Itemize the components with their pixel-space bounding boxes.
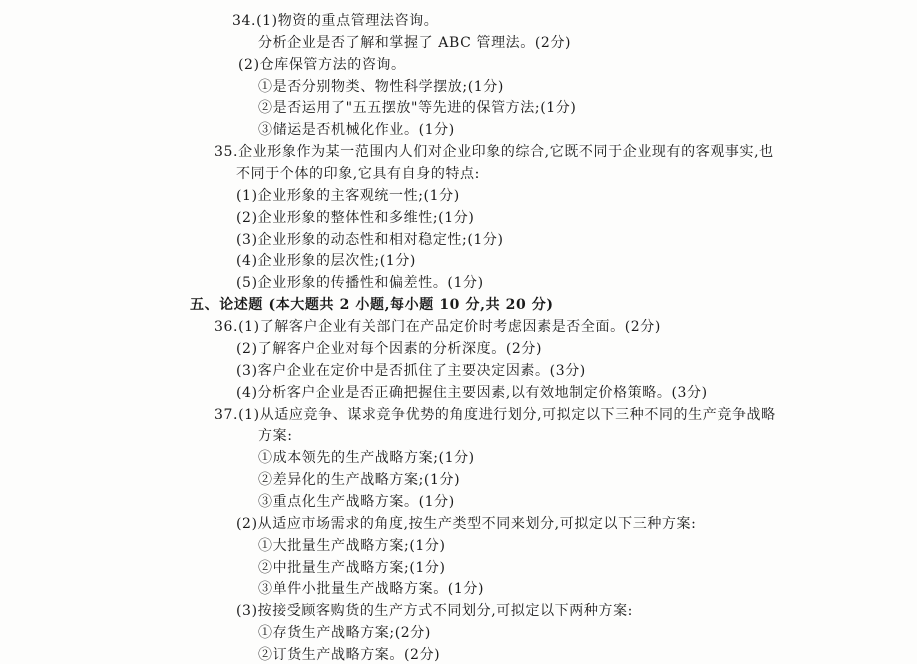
q35-item5: (5)企业形象的传播性和偏差性。(1分) (236, 275, 484, 291)
q35-item4: (4)企业形象的层次性;(1分) (236, 253, 416, 269)
q36-item2: (2)了解客户企业对每个因素的分析深度。(2分) (236, 341, 543, 357)
q35-intro-line1: 35.企业形象作为某一范围内人们对企业印象的综合,它既不同于企业现有的客观事实,也 (214, 144, 774, 160)
q34-part2-heading: (2)仓库保管方法的咨询。 (238, 57, 406, 73)
q35-intro-line2: 不同于个体的印象,它具有自身的特点: (236, 166, 480, 182)
q34-part2-item2: ②是否运用了"五五摆放"等先进的保管方法;(1分) (258, 100, 577, 116)
q35-item1: (1)企业形象的主客观统一性;(1分) (236, 188, 460, 204)
q36-item1: 36.(1)了解客户企业有关部门在产品定价时考虑因素是否全面。(2分) (214, 319, 661, 335)
q37-part2-item1: ①大批量生产战略方案;(1分) (258, 538, 446, 554)
q37-part3-item2: ②订货生产战略方案。(2分) (258, 647, 441, 663)
q34-part1-heading: 34.(1)物资的重点管理法咨询。 (232, 13, 439, 29)
q37-part3-item1: ①存货生产战略方案;(2分) (258, 625, 431, 641)
q35-item2: (2)企业形象的整体性和多维性;(1分) (236, 210, 475, 226)
q37-part1-line1: 37.(1)从适应竞争、谋求竞争优势的角度进行划分,可拟定以下三种不同的生产竞争战略 (214, 407, 776, 423)
section-five-heading: 五、论述题 (本大题共 2 小题,每小题 10 分,共 20 分) (190, 297, 554, 313)
q37-part1-item1: ①成本领先的生产战略方案;(1分) (258, 450, 475, 466)
q37-part2-item3: ③单件小批量生产战略方案。(1分) (258, 581, 485, 597)
q37-part3-heading: (3)按接受顾客购货的生产方式不同划分,可拟定以下两种方案: (236, 603, 633, 619)
q34-part2-item3: ③储运是否机械化作业。(1分) (258, 122, 455, 138)
q37-part1-line2: 方案: (258, 428, 293, 444)
q37-part1-item2: ②差异化的生产战略方案;(1分) (258, 472, 461, 488)
q37-part2-item2: ②中批量生产战略方案;(1分) (258, 560, 446, 576)
q37-part2-heading: (2)从适应市场需求的角度,按生产类型不同来划分,可拟定以下三种方案: (236, 516, 697, 532)
q36-item3: (3)客户企业在定价中是否抓住了主要决定因素。(3分) (236, 363, 586, 379)
q34-part2-item1: ①是否分别物类、物性科学摆放;(1分) (258, 79, 504, 95)
q35-item3: (3)企业形象的动态性和相对稳定性;(1分) (236, 232, 504, 248)
q37-part1-item3: ③重点化生产战略方案。(1分) (258, 494, 455, 510)
q36-item4: (4)分析客户企业是否正确把握住主要因素,以有效地制定价格策略。(3分) (236, 385, 708, 401)
q34-part1-detail: 分析企业是否了解和掌握了 ABC 管理法。(2分) (258, 35, 572, 51)
